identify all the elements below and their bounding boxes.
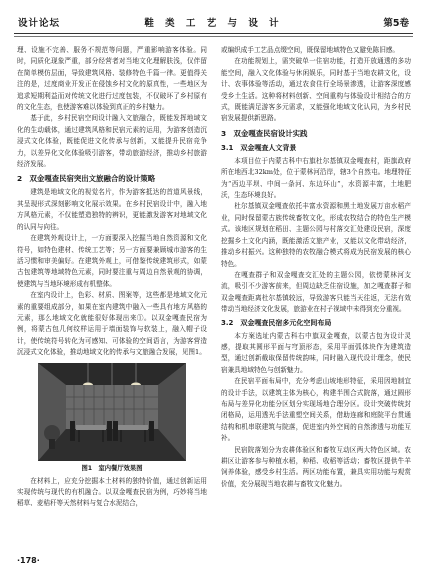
- journal-title: 鞋 类 工 艺 与 设 计: [144, 18, 283, 29]
- paragraph: 基于此，乡村民宿空间设计融入文旅融合，既能发挥地域文化的生动载体，通过建筑风格和民宿元素的运用，为游客创造沉浸式文化体验，既能促进文化传承与创新，又能提升民宿竞争力，以差异化文化体验吸引游客，带动旅游经济，推动乡村旅游经济发展。: [17, 114, 207, 169]
- paragraph: 在材料上，应充分挖掘本土材料的独特价值，通过创新运用实现传统与现代的有机融合。以双金嘎查民宿为例，巧妙将当地稻草、麦秸秆等天然材料与复合水泥结合，: [17, 476, 207, 508]
- paragraph: 在室内设计上，色彩、材质、图案等，这些都是地域文化元素的重要组成部分，如果在室内建筑中融入一些具有地方风格的元素，那么地域文化就能很好体现出来①。以双金嘎查民宿为例，将蒙古包几何纹样运用于墙面装饰与软装上，融入帽子设计，使传统符号转化为可感知、可体验的空间语言，为游客营造沉浸式文化体验，推动地域文化的传承与文旅融合发展，见图1。: [17, 291, 207, 357]
- figure-caption: 图1 室内餐厅效果图: [81, 464, 143, 472]
- paragraph: 在建筑外观设计上，一方面要深入挖掘当地自然资源和文化符号，如特色建材、传统工艺等；另一方面要兼顾城市游客的生活习惯和审美偏好。在建筑外观上，可借鉴传统建筑形式，如蒙古包建筑等地域特色元素，同时要注重与周边自然景观的协调，使建筑与当地环境形成有机整体。: [17, 234, 207, 288]
- subsection-heading: 3.1 双金嘎查人文背景: [221, 143, 297, 152]
- journal-section: 设计论坛: [18, 18, 61, 29]
- section-heading: 3 双金嘎查民宿设计实践: [221, 128, 308, 138]
- header-rule-thin: [14, 36, 413, 37]
- restaurant-interior-figure: [38, 363, 186, 461]
- paragraph: 在功能规划上，需突破单一住宿功能，打造开放通透的多功能空间，融入文化体验与休闲娱乐，同时基于当地农耕文化，设计、农事体验等活动，通过农食住行全场景渗透，让游客深度感受乡土生活。这种将材料创新、空间重构与体验设计相结合的方式，既能满足游客多元需求，又能强化地域文化认同，为乡村民宿发展提供新思路。: [221, 57, 411, 123]
- page-number: ·178·: [17, 556, 40, 565]
- restaurant-interior-image: [38, 363, 186, 461]
- running-header: [0, 0, 427, 40]
- subsection-heading: 3.2 双金嘎查民宿多元化空间布局: [221, 318, 332, 327]
- paragraph: 理、设施不完善、服务不规范等问题，严重影响游客体验。同时，同质化现象严重，部分经营者对当地文化理解肤浅，仅伴留在简单模仿层面，导致建筑风格、装修特色千篇一律。更值得关注的是，过度商业开发正在侵蚀乡村文化的原真性，一些地区为追求短期利益而对传统文化进行过度包装，不仅破坏了乡村原有的文化生态，也使游客难以体验到真正的乡村魅力。: [17, 46, 207, 112]
- header-rule: [14, 33, 413, 34]
- left-column: [17, 45, 207, 510]
- right-column: [221, 45, 411, 490]
- paragraph: 民宿院落划分为农耕体验区和畜牧互动区两大特色区域。农耕区让游客参与种植水稻，种稻、收稻等活动；畜牧区提供牛羊饲养体验，感受乡村生活。两区功能布置，兼具实用功能与观赏价值，充分展现当地农耕与畜牧文化魅力。: [221, 445, 411, 488]
- paragraph: 或编织成手工艺品点缀空间，既保留地域特色又避免陈旧感。: [221, 46, 400, 54]
- paragraph: 在嘎查群子和双金嘎查交汇处的主题公园，依傍蒙林河支流，吸引不少游客前来，但周边缺乏住宿设施，加之嘎查群子和双金嘎查距离杜尔基镇较远，导致游客只能当天往返，无法有效带动当地经济文化发展，旅游业在村子视域中未得到充分重视。: [221, 270, 411, 314]
- section-heading: 2 双金嘎查民宿突出文旅融合的设计策略: [17, 174, 156, 184]
- paragraph: 本方案选址内蒙古科右中旗双金嘎查，以蒙古包为设计灵感，提取其圆形平面与穹顶形态，采用平面弧体块作为建筑造型，通过创新截取保留传统韵味，同时融入现代设计理念，使民宿兼具地域特色与创新魅力。: [221, 331, 411, 374]
- volume-label: 第5卷: [383, 18, 409, 29]
- paragraph: 本项目位于内蒙古科中右旗杜尔基镇双金嘎查村，距旗政府所在地西北32km处，位于蒙林河沿岸，辖3个自然屯。地理特征为“西边平坝、中间一条河、东边环山”，水资源丰富，土地肥沃，生态环境良好。: [221, 156, 411, 200]
- paragraph: 建筑是地域文化的视觉名片，作为游客抵达的首道风景线，其呈现形式深刻影响文化展示效果。在乡村民宿设计中，融入地方风格元素，不仅能塑造独特的辨识，更能激发游客对地域文化的认同与向往。: [17, 188, 207, 231]
- paragraph: 杜尔基镇双金嘎查依托丰富水资源和黑土地发展万亩水稻产业，同时保留蒙古族传统畜牧文化，形成农牧结合的特色生产模式。该地区规划在稻田、主题公园与村落交汇处建设民宿，深度挖掘乡土文化内涵，既能激活文旅产业，又能以文化带动经济，推动乡村振兴。这种独特的农牧融合模式将成为民宿发展的核心特色。: [221, 202, 411, 268]
- paragraph: 在民宿平面布局中，充分考虑山坡地形特征，采用因地制宜的设计手法，以建筑主体为核心，构建半围合式院落，通过圆形布局与差异化功能分区划分实现场地合理分区。设计突破传统封闭格局，运用透光手法重塑空间关系，借助连廊和庭院平台贯通结构和机串联建筑与院落，促进室内外空间的自然渗透与功能互补。: [221, 377, 411, 443]
